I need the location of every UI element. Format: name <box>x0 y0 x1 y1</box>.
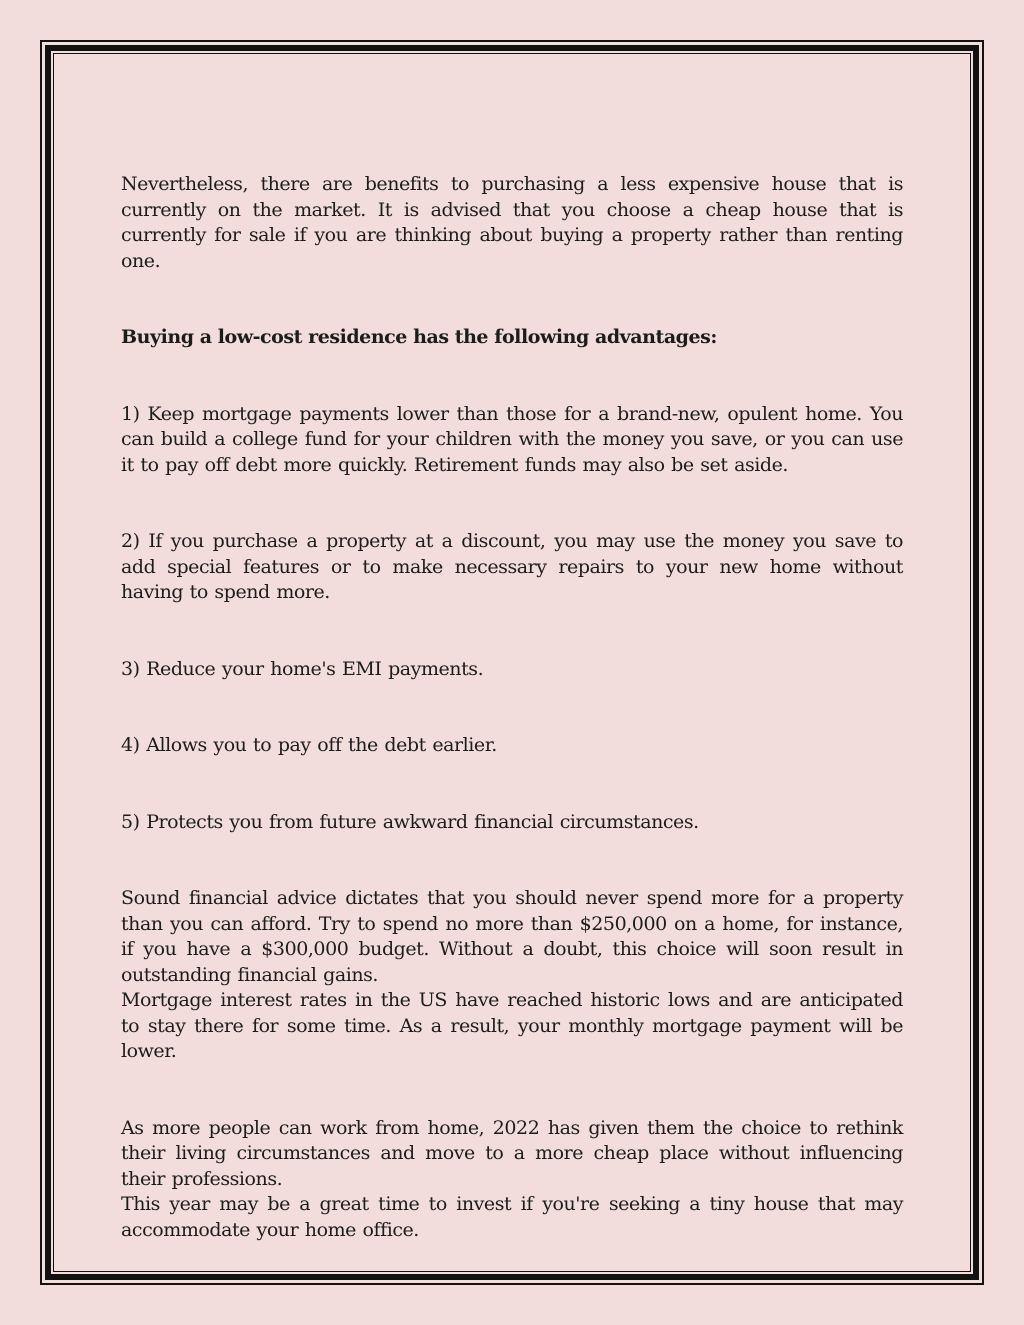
tiny-house-paragraph: This year may be a great time to invest if you're seeking a tiny house that may accommodate your home office. <box>121 1193 903 1241</box>
advantage-item-3: 3) Reduce your home's EMI payments. <box>121 657 484 680</box>
advantage-item-5: 5) Protects you from future awkward financial circumstances. <box>121 810 699 833</box>
advantage-item-1: 1) Keep mortgage payments lower than those for a brand-new, opulent home. You can build a college fund for your children with the money you save, or you can use it to pay off debt more quickly. Retirement funds may also be set aside. <box>121 402 903 476</box>
mortgage-rates-paragraph: Mortgage interest rates in the US have reached historic lows and are anticipated to stay there for some time. As a result, your monthly mortgage payment will be lower. <box>121 989 903 1062</box>
remote-work-paragraph: As more people can work from home, 2022 has given them the choice to rethink their living circumstances and move to a more cheap place without influencing their professions. <box>121 1116 903 1190</box>
advantage-item-2: 2) If you purchase a property at a discount, you may use the money you save to add special features or to make necessary repairs to your new home without having to spend more. <box>121 530 903 603</box>
intro-paragraph: Nevertheless, there are benefits to purchasing a less expensive house that is currently on the market. It is advised that you choose a cheap house that is currently for sale if you are thinking about buying a property rather than renting one. <box>121 173 903 272</box>
document-body <box>121 172 903 1243</box>
advice-paragraph: Sound financial advice dictates that you should never spend more for a property than you can afford. Try to spend no more than $250,000 on a home, for instance, if you have a $300,000 budget. Without a doubt, this choice will soon result in outstanding financial gains. <box>121 887 903 986</box>
advantages-heading: Buying a low-cost residence has the following advantages: <box>121 326 717 348</box>
advantage-item-4: 4) Allows you to pay off the debt earlier. <box>121 734 497 756</box>
